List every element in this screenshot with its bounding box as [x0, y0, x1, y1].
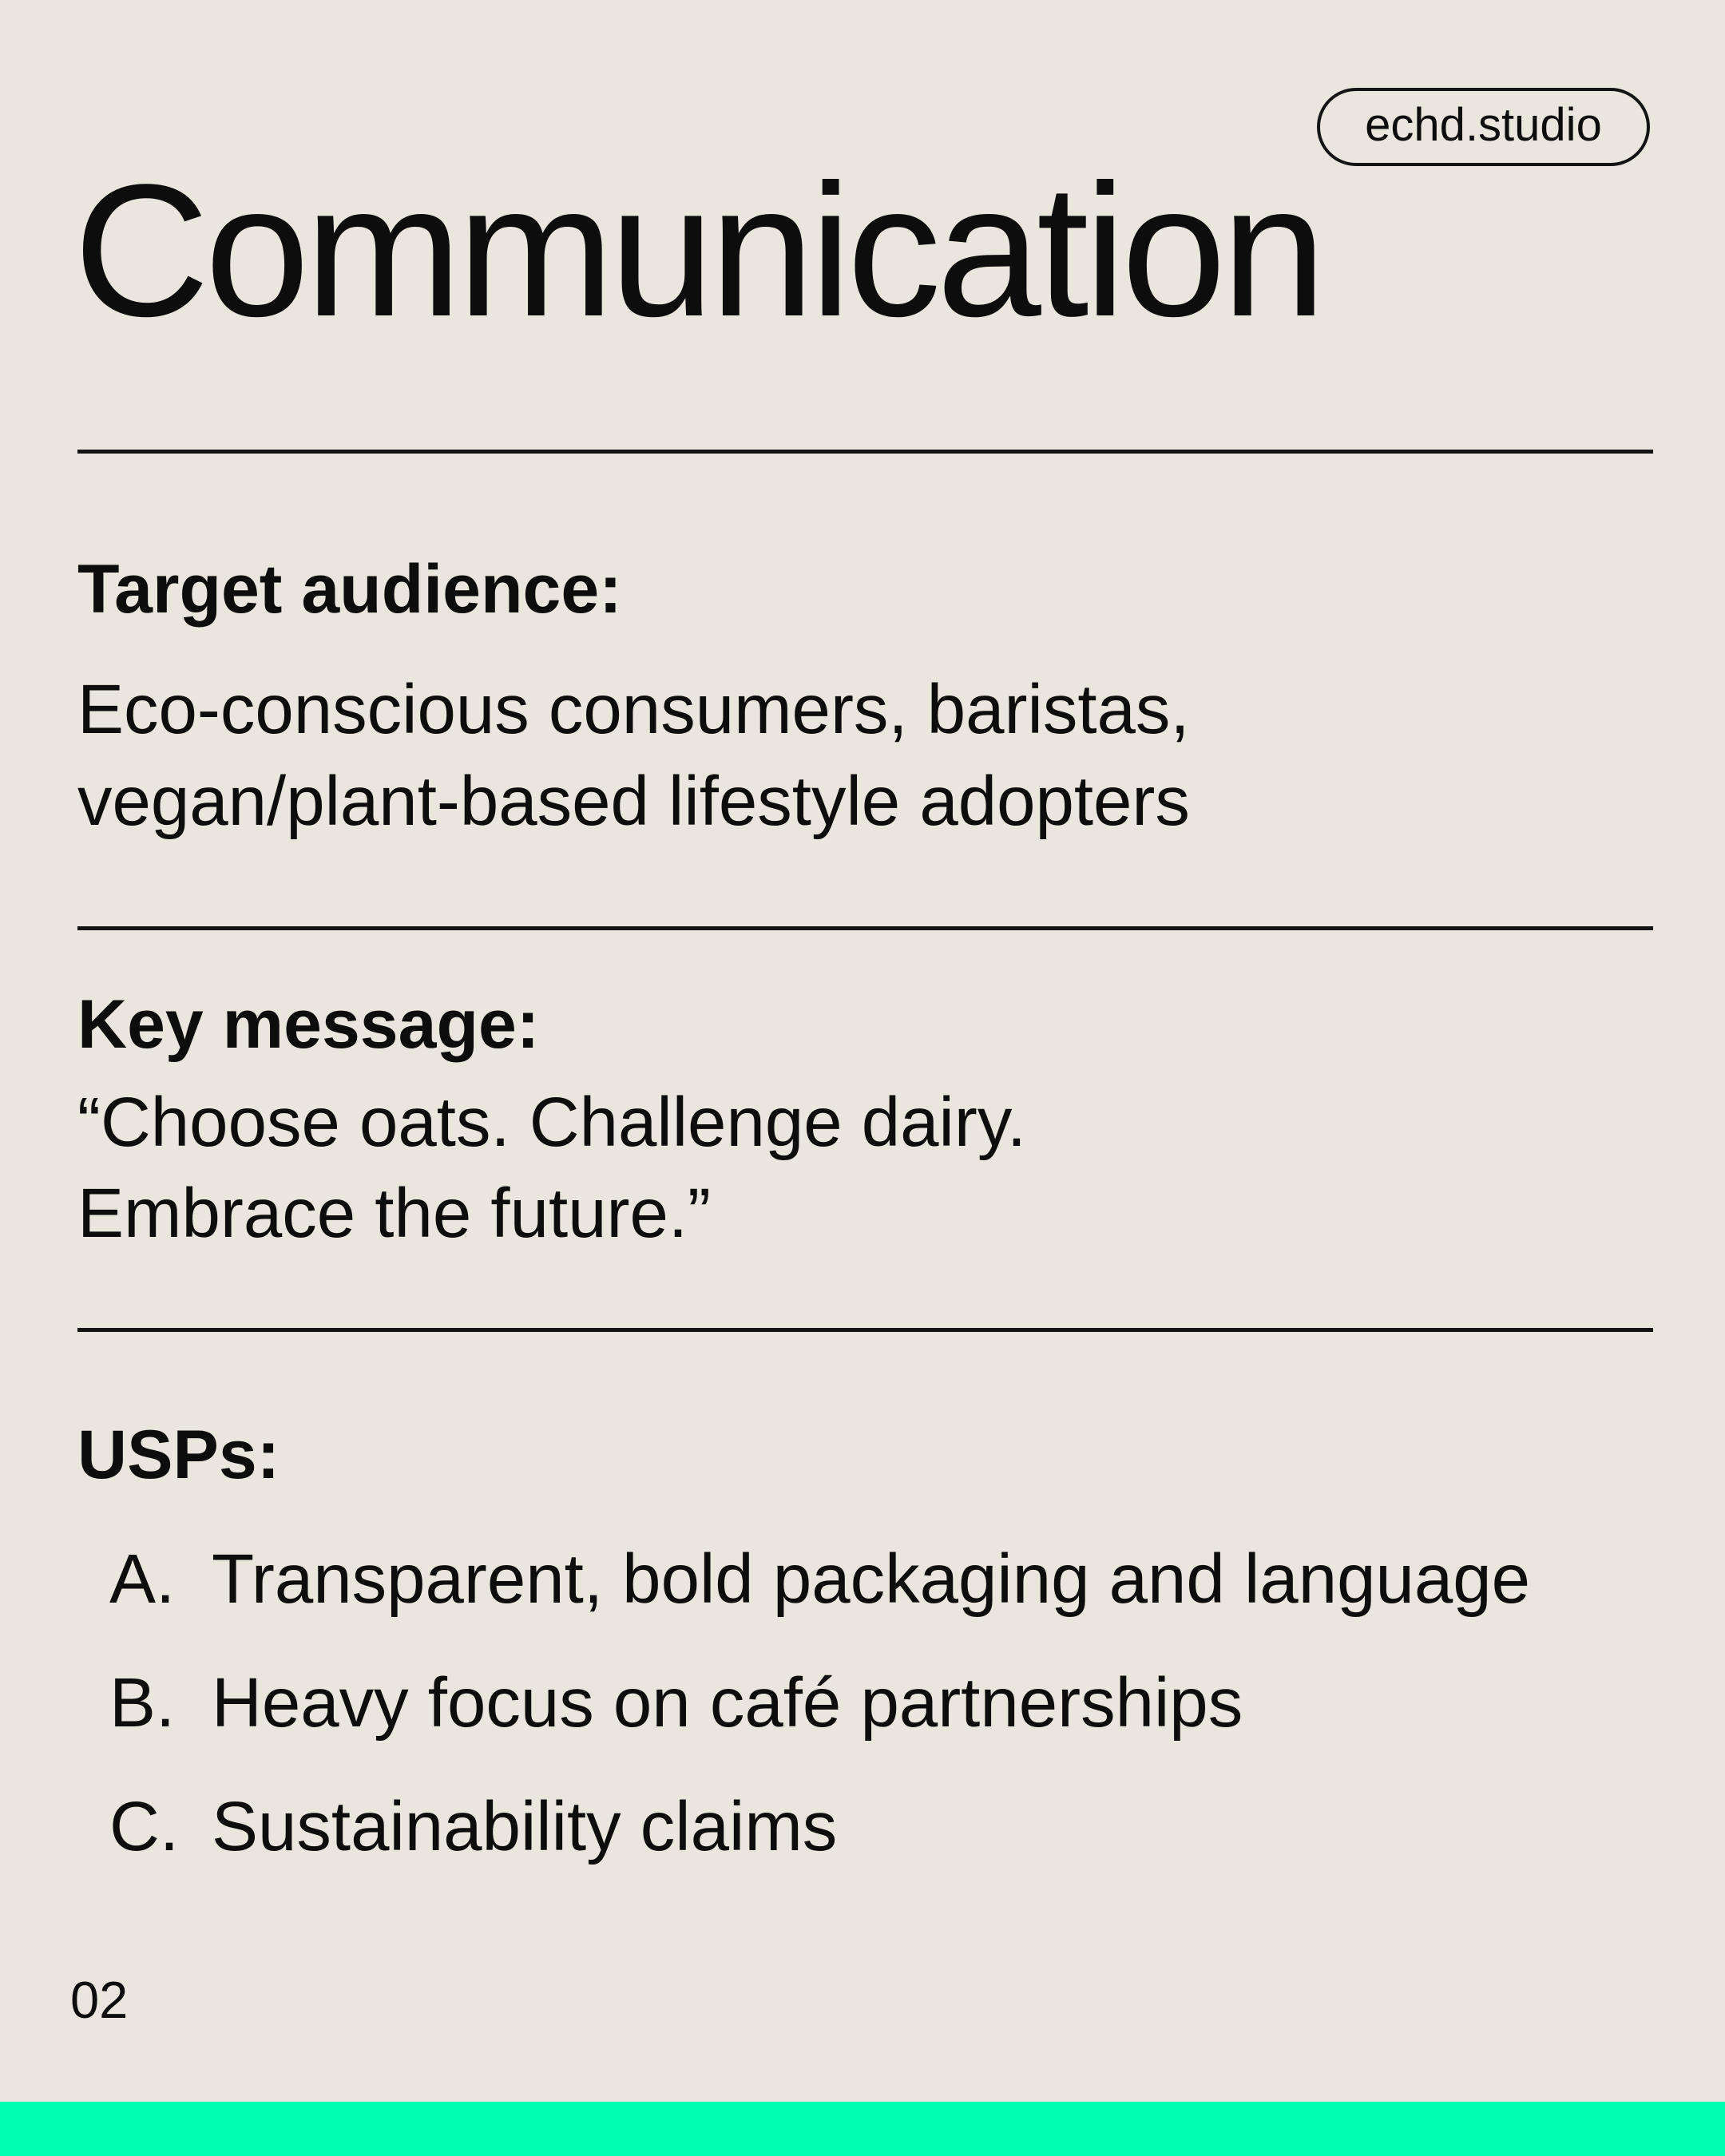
target-audience-heading: Target audience: [77, 551, 622, 628]
usp-item-label: B. [109, 1664, 176, 1742]
accent-bar [0, 2102, 1725, 2156]
usp-list [109, 1517, 1530, 1888]
key-message-quote [77, 1077, 1026, 1259]
usp-item-label: C. [109, 1788, 179, 1865]
key-message-heading: Key message: [77, 986, 540, 1063]
quote-line: “Choose oats. Challenge dairy. [77, 1084, 1027, 1161]
body-line: Eco-conscious consumers, baristas, [77, 671, 1190, 748]
usp-item-label: A. [109, 1540, 176, 1618]
divider [77, 926, 1653, 930]
target-audience-body [77, 664, 1190, 847]
studio-badge-label: echd.studio [1365, 99, 1602, 151]
usps-heading: USPs: [77, 1417, 280, 1493]
quote-line: Embrace the future.” [77, 1175, 712, 1252]
divider [77, 1328, 1653, 1332]
studio-badge[interactable] [1317, 88, 1650, 166]
usp-item [109, 1517, 1530, 1641]
usp-item-text: Heavy focus on café partnerships [212, 1664, 1243, 1742]
page-number: 02 [70, 1971, 129, 2029]
page-title: Communication [73, 145, 1322, 356]
usp-item-text: Transparent, bold packaging and language [212, 1540, 1531, 1618]
usp-item-text: Sustainability claims [212, 1788, 838, 1865]
divider [77, 450, 1653, 454]
body-line: vegan/plant-based lifestyle adopters [77, 763, 1190, 840]
usp-item [109, 1765, 1530, 1888]
usp-item [109, 1641, 1530, 1765]
